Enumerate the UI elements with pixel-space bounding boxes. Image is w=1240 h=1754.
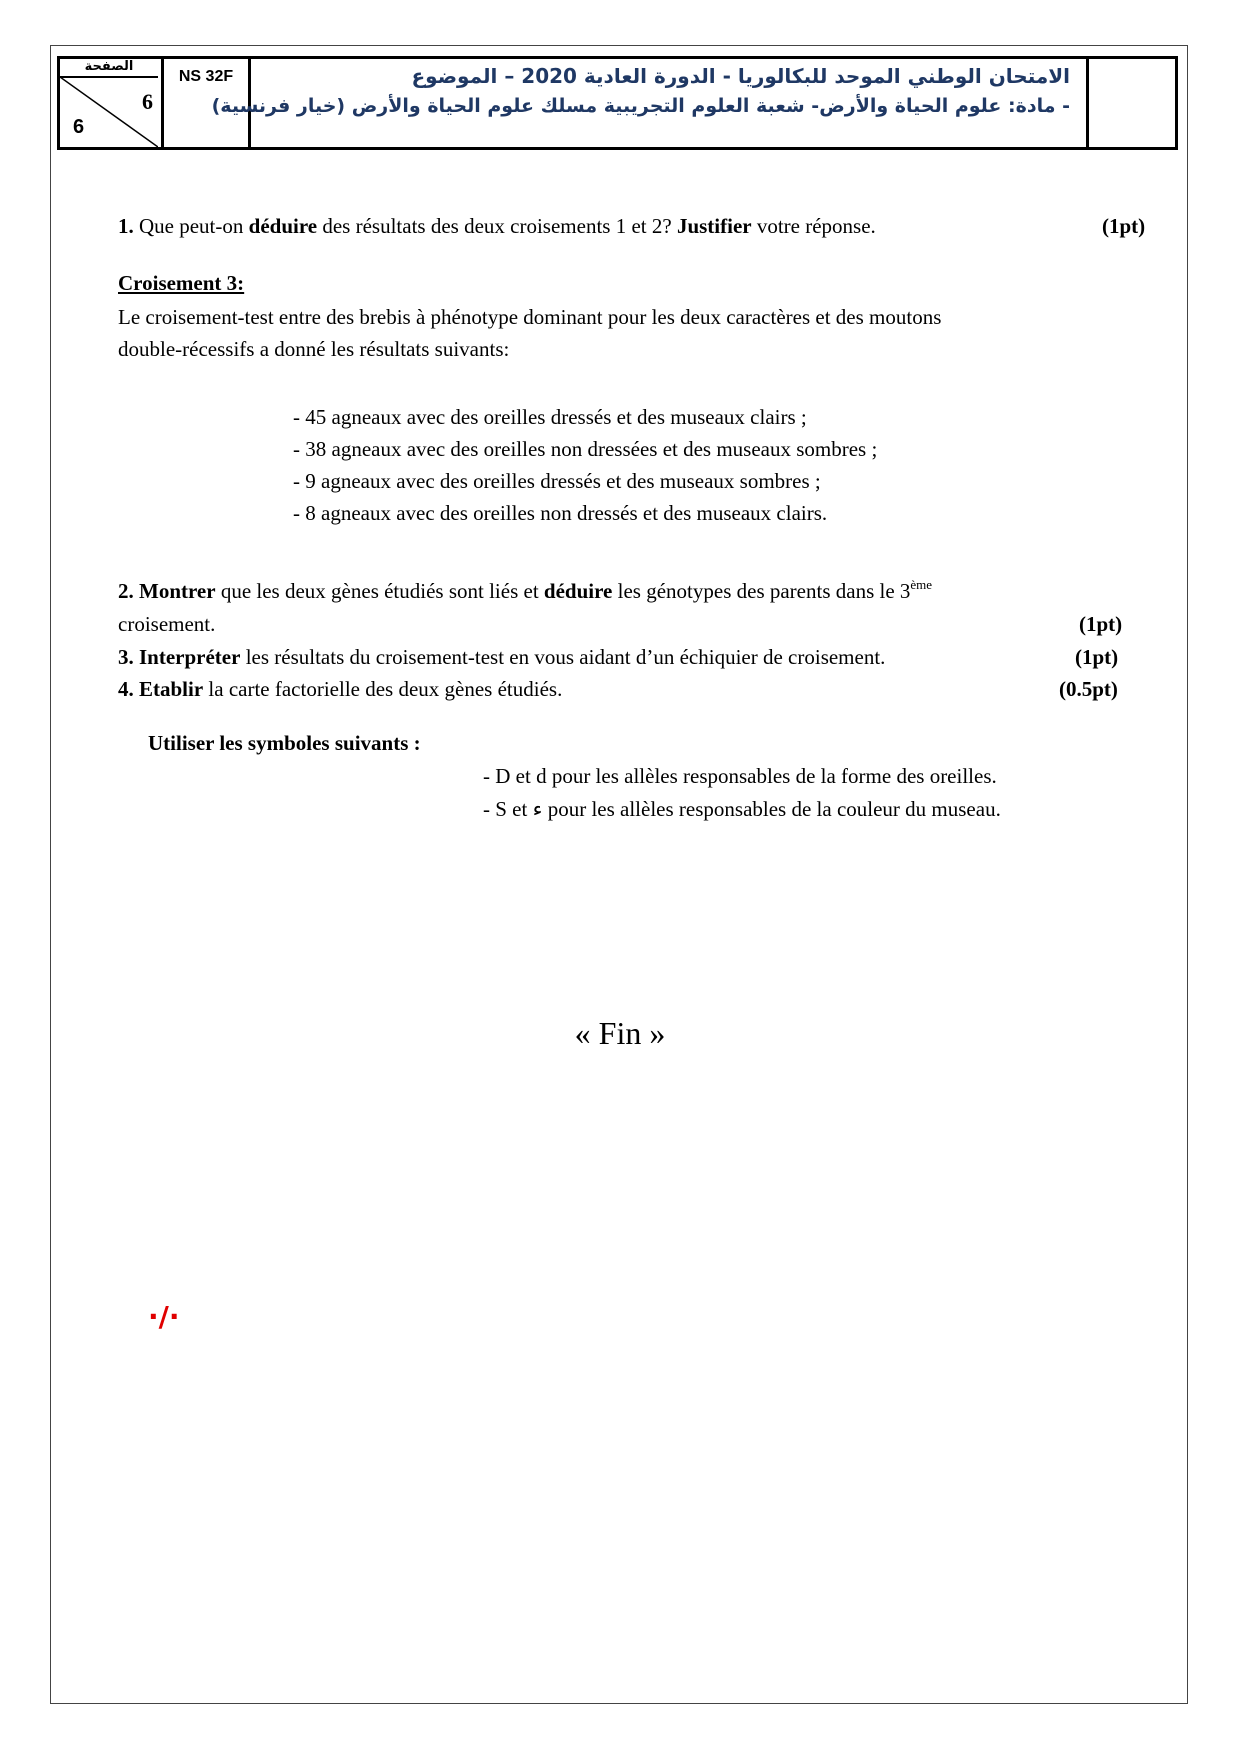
question-1 xyxy=(118,214,876,238)
question-3 xyxy=(118,645,885,669)
exam-title-line1: الامتحان الوطني الموحد للبكالوريا - الدورة العادية 2020 – الموضوع xyxy=(411,64,1070,88)
q3-points: (1pt) xyxy=(1075,645,1119,669)
q4-number: 4. xyxy=(118,677,134,701)
q1-number: 1. xyxy=(118,214,134,238)
q2-points: (1pt) xyxy=(1079,612,1123,636)
croisement-3-title: Croisement 3: xyxy=(118,271,245,295)
symbols-line1: - D et d pour les allèles responsables de la forme des oreilles. xyxy=(483,764,997,788)
q1-points: (1pt) xyxy=(1102,214,1146,238)
q2-bold-2: déduire xyxy=(543,579,613,603)
exam-title-cell xyxy=(211,59,1086,147)
q1-text-3: votre réponse. xyxy=(751,214,876,238)
q2-bold-1: Montrer xyxy=(133,579,216,603)
question-4 xyxy=(118,677,562,701)
question-2 xyxy=(118,579,932,603)
result-item: - 8 agneaux avec des oreilles non dressés et des museaux clairs. xyxy=(293,501,828,525)
end-marker: « Fin » xyxy=(574,1015,666,1051)
exam-code: NS 32F xyxy=(178,68,234,85)
q3-text-1: les résultats du croisement-test en vous aidant d’un échiquier de croisement. xyxy=(240,645,886,669)
result-item: - 38 agneaux avec des oreilles non dressées et des museaux sombres ; xyxy=(293,437,878,461)
q2-text-3: croisement. xyxy=(118,612,216,636)
q1-text-1: Que peut-on xyxy=(133,214,249,238)
page-number-cell xyxy=(60,59,164,147)
page-total: 6 xyxy=(73,116,85,138)
croisement-3-line1: Le croisement-test entre des brebis à phénotype dominant pour les deux caractères et des moutons xyxy=(118,305,942,329)
croisement-3-line2: double-récessifs a donné les résultats suivants: xyxy=(118,337,510,361)
q3-number: 3. xyxy=(118,645,134,669)
q1-text-2: des résultats des deux croisements 1 et 2? xyxy=(317,214,677,238)
q1-bold-1: déduire xyxy=(248,214,318,238)
q2-number: 2. xyxy=(118,579,134,603)
q4-text-1: la carte factorielle des deux gènes étudiés. xyxy=(203,677,563,701)
q2-superscript: ème xyxy=(910,577,933,592)
page-label: الصفحة xyxy=(60,59,158,78)
empty-cell xyxy=(1086,59,1178,147)
page-number: 6 xyxy=(142,89,153,114)
q4-points: (0.5pt) xyxy=(1059,677,1118,701)
q1-bold-2: Justifier xyxy=(676,214,752,238)
red-mark: ·/· xyxy=(148,1300,180,1333)
q3-bold-1: Interpréter xyxy=(133,645,241,669)
exam-title-line2: - مادة: علوم الحياة والأرض- شعبة العلوم التجريبية مسلك علوم الحياة والأرض (خيار فرنسية) xyxy=(211,95,1070,117)
q2-text-2: les génotypes des parents dans le 3 xyxy=(612,579,911,603)
q2-text-1: que les deux gènes étudiés sont liés et xyxy=(215,579,544,603)
symbols-title: Utiliser les symboles suivants : xyxy=(148,731,421,755)
result-item: - 9 agneaux avec des oreilles dressés et des museaux sombres ; xyxy=(293,469,821,493)
result-item: - 45 agneaux avec des oreilles dressés et des museaux clairs ; xyxy=(293,405,807,429)
exam-header xyxy=(57,56,1178,150)
q4-bold-1: Etablir xyxy=(133,677,204,701)
symbols-line2: - S et ء pour les allèles responsables de la couleur du museau. xyxy=(483,797,1001,821)
